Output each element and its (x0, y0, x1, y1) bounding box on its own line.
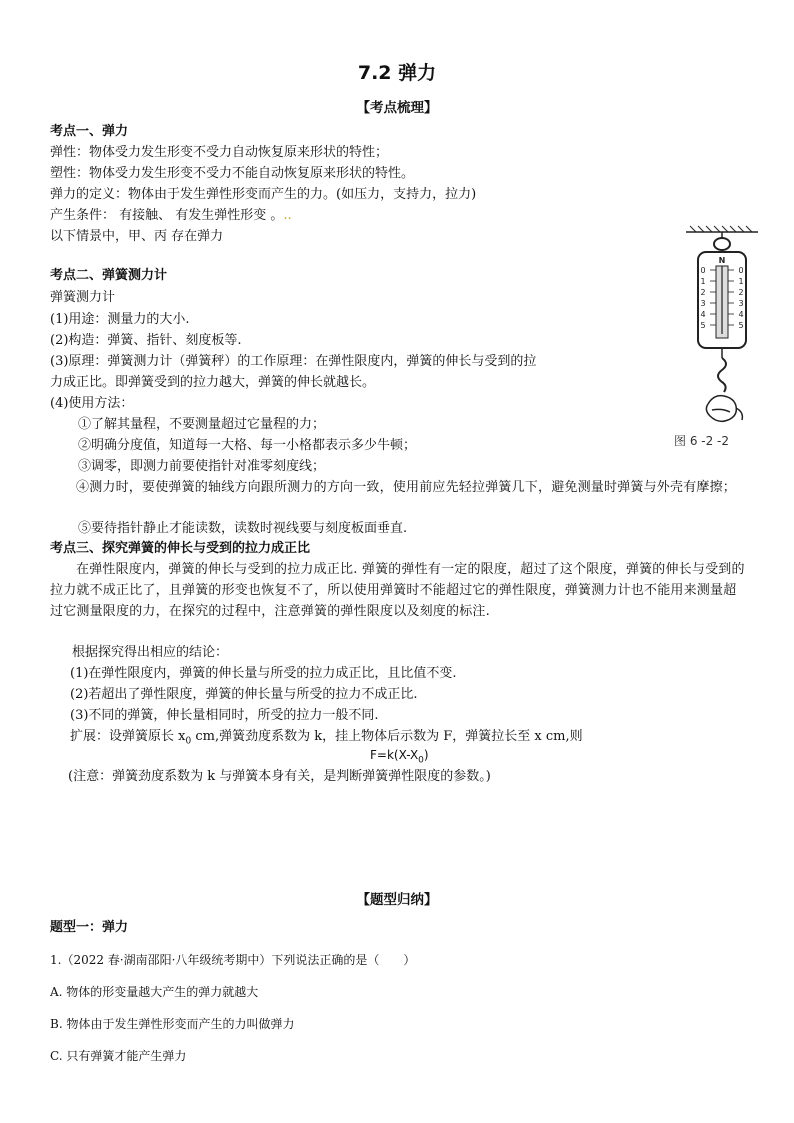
kp2-line: (4)使用方法： (50, 396, 134, 411)
kp1-line: 弹力的定义：物体由于发生弹性形变而产生的力。(如压力，支持力，拉力) (50, 187, 477, 202)
scale-tick-label: 1 (700, 277, 706, 286)
scale-tick-label: 5 (738, 321, 744, 330)
scale-tick-label: 4 (738, 310, 744, 319)
kp2-line: 力成正比。即弹簧受到的拉力越大，弹簧的伸长就越长。 (50, 375, 376, 390)
answer-option-a: A. 物体的形变量越大产生的弹力就越大 (50, 985, 259, 999)
kp2-line: (1)用途：测量力的大小. (50, 312, 190, 327)
kp2-usage-item: ②明确分度值，知道每一大格、每一小格都表示多少牛顿； (78, 438, 417, 453)
stray-dots: .. (283, 208, 292, 223)
section-heading-question-types: 【题型归纳】 (356, 892, 438, 908)
kp1-condition-text: 产生条件： 有接触、 有发生弹性形变 。 (50, 208, 284, 223)
kp2-heading: 考点二、弹簧测力计 (50, 268, 168, 283)
type1-heading: 题型一：弹力 (50, 920, 129, 935)
top-ring (714, 238, 730, 250)
scale-tick-label: 2 (700, 288, 706, 297)
figure-caption: 图 6 -2 -2 (674, 434, 730, 448)
scale-tick-label: 0 (738, 266, 744, 275)
kp3-conclusion: (1)在弹性限度内，弹簧的伸长量与所受的拉力成正比，且比值不变. (70, 666, 457, 681)
ceiling-hatch (686, 226, 758, 232)
scale-tick-label: 0 (700, 266, 706, 275)
kp3-extension-text-b: cm,弹簧劲度系数为 k，挂上物体后示数为 F，弹簧拉长至 x cm,则 (191, 729, 583, 744)
unit-letter: N (718, 256, 726, 265)
kp3-note: (注意：弹簧劲度系数为 k 与弹簧本身有关，是判断弹簧弹性限度的参数。) (68, 769, 491, 784)
question-stem: 1.（2022 春·湖南邵阳·八年级统考期中）下列说法正确的是（ ） (50, 953, 416, 967)
hand-icon (706, 396, 742, 422)
formula-part-b: ) (423, 748, 429, 762)
kp1-heading: 考点一、弹力 (50, 124, 129, 139)
kp3-conclusion: (3)不同的弹簧，伸长量相同时，所受的拉力一般不同. (70, 708, 379, 723)
scale-tick-label: 3 (700, 299, 706, 308)
kp1-line (50, 206, 292, 226)
kp3-conclusion-intro: 根据探究得出相应的结论： (72, 645, 229, 660)
kp2-usage-item: ③调零，即测力前要使指针对准零刻度线； (78, 459, 326, 474)
scale-tick-label: 5 (700, 321, 706, 330)
scale-tick-label: 2 (738, 288, 744, 297)
kp3-formula (370, 748, 429, 765)
kp2-usage-item: ①了解其量程，不要测量超过它量程的力； (78, 417, 326, 432)
kp2-usage-item: ⑤要待指针静止才能读数，读数时视线要与刻度板面垂直. (78, 521, 408, 536)
kp3-extension-subscript: 0 (185, 736, 192, 747)
kp3-conclusion: (2)若超出了弹性限度，弹簧的伸长量与所受的拉力不成正比. (70, 687, 418, 702)
kp2-line: (2)构造：弹簧、指针、刻度板等. (50, 333, 242, 348)
spring-scale-figure (672, 222, 772, 448)
page-title: 7.2 弹力 (357, 62, 437, 84)
kp3-extension (70, 727, 583, 752)
scale-tick-label: 4 (700, 310, 706, 319)
hook (718, 358, 726, 392)
kp1-line: 弹性：物体受力发生形变不受力自动恢复原来形状的特性； (50, 145, 389, 160)
section-heading-key-points: 【考点梳理】 (356, 100, 438, 116)
kp2-usage-item: ④测力时，要使弹簧的轴线方向跟所测力的方向一致，使用前应先轻拉弹簧几下，避免测量时弹簧与外壳有摩擦； (76, 480, 737, 495)
kp1-line: 塑性：物体受力发生形变不受力不能自动恢复原来形状的特性。 (50, 166, 415, 181)
kp3-extension-text-a: 扩展：设弹簧原长 x (70, 729, 186, 744)
kp2-line: (3)原理：弹簧测力计（弹簧秤）的工作原理：在弹性限度内，弹簧的伸长与受到的拉 (50, 354, 537, 369)
kp3-heading: 考点三、探究弹簧的伸长与受到的拉力成正比 (50, 541, 311, 556)
formula-subscript: 0 (418, 755, 424, 766)
formula-part-a: F=k(X-X (370, 748, 419, 762)
scale-tick-label: 3 (738, 299, 744, 308)
answer-option-b: B. 物体由于发生弹性形变而产生的力叫做弹力 (50, 1017, 295, 1031)
answer-option-c: C. 只有弹簧才能产生弹力 (50, 1049, 187, 1063)
kp3-paragraph: 在弹性限度内，弹簧的伸长与受到的拉力成正比. 弹簧的弹性有一定的限度，超过了这个限度，弹簧的伸长与受到的拉力就不成正比了，且弹簧的形变也恢复不了，所以使用弹簧时不能超过它的弹性限度，弹簧测力计也不能用来测量超过它测量限度的力，在探究的过程中，注意弹簧的弹性限度以及刻度的标注. (50, 562, 745, 619)
scale-tick-label: 1 (738, 277, 744, 286)
kp2-line: 弹簧测力计 (50, 290, 116, 305)
kp1-line: 以下情景中，甲、丙 存在弹力 (50, 229, 224, 244)
